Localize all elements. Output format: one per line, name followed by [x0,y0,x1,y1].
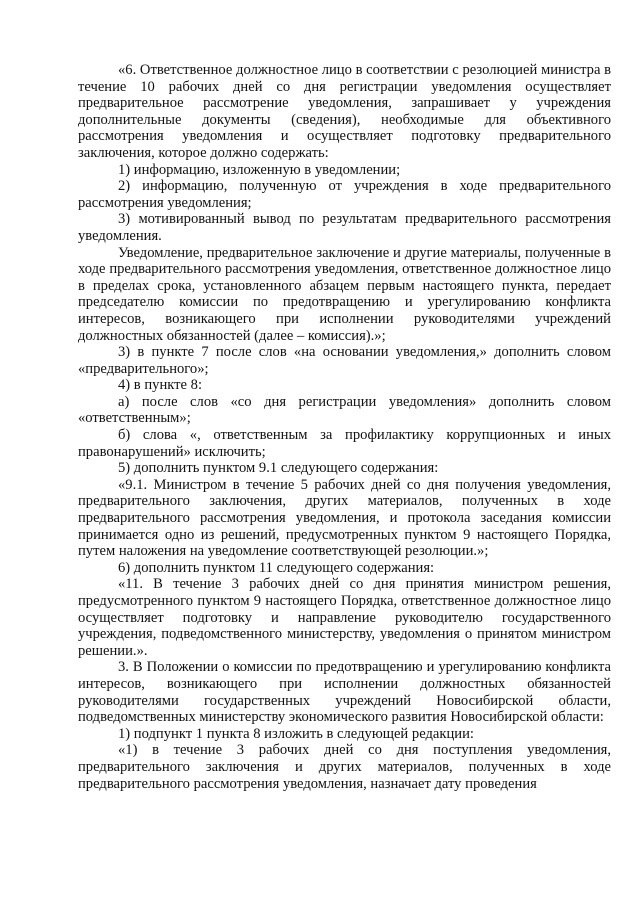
paragraph-11: «11. В течение 3 рабочих дней со дня принятия министром решения, предусмотренного пунктом 9 настоящего Порядка, ответственное должностное лицо осуществляет подготовку и направление руководителю государственного учреждения, подведомственного министерству, уведомления о принятом министром решении.». [78,576,611,659]
amendment-item-6: 6) дополнить пунктом 11 следующего содержания: [118,559,435,576]
amendment-item-4: 4) в пункте 8: [118,377,203,394]
amendment-subitem-b: б) слова «, ответственным за профилактику коррупционных и иных правонарушений» исключить; [78,427,611,460]
list-item-1: 1) информацию, изложенную в уведомлении; [118,161,401,178]
amendment-subitem-a: а) после слов «со дня регистрации уведомления» дополнить словом «ответственным»; [78,393,611,427]
section-3-intro: 3. В Положении о комиссии по предотвращению и урегулированию конфликта интересов, возникающего при исполнении должностных обязанностей руководителями государственных учреждений Новосибирской области, подведомственных министерству экономического развития Новосибирской области: [78,659,611,726]
paragraph-9-1: «9.1. Министром в течение 5 рабочих дней со дня получения уведомления, предварительного заключения, других материалов, полученных в ходе предварительного рассмотрения уведомления, и протокола заседания комиссии принимается одно из решений, предусмотренных пунктом 9 настоящего Порядка, путем наложения на уведомление соответствующей резолюции.»; [78,476,611,560]
list-item-2: 2) информацию, полученную от учреждения в ходе предварительного рассмотрения уведомления; [78,178,611,211]
document-page [78,62,611,792]
paragraph-notification: Уведомление, предварительное заключение и другие материалы, полученные в ходе предварительного рассмотрения уведомления, ответственное должностное лицо в пределах срока, установленного абзацем первым настоящего пункта, передает председателю комиссии по предотвращению и урегулированию конфликта интересов, возникающего при исполнении руководителями учреждений должностных обязанностей (далее – комиссия).»; [78,244,611,344]
amendment-item-5: 5) дополнить пунктом 9.1 следующего содержания: [118,460,439,477]
section-3-item-1: 1) подпункт 1 пункта 8 изложить в следующей редакции: [118,725,474,742]
list-item-3: 3) мотивированный вывод по результатам предварительного рассмотрения уведомления. [78,211,611,244]
paragraph-6-intro: «6. Ответственное должностное лицо в соответствии с резолюцией министра в течение 10 рабочих дней со дня регистрации уведомления осуществляет предварительное рассмотрение уведомления, запрашивает у учреждения дополнительные документы (сведения), необходимые для объективного рассмотрения уведомления и осуществляет подготовку предварительного заключения, которое должно содержать: [78,62,611,161]
amendment-item-3: 3) в пункте 7 после слов «на основании уведомления,» дополнить словом «предварительного»; [78,344,611,377]
section-3-quote: «1) в течение 3 рабочих дней со дня поступления уведомления, предварительного заключения и других материалов, полученных в ходе предварительного рассмотрения уведомления, назначает дату проведения [78,742,611,792]
